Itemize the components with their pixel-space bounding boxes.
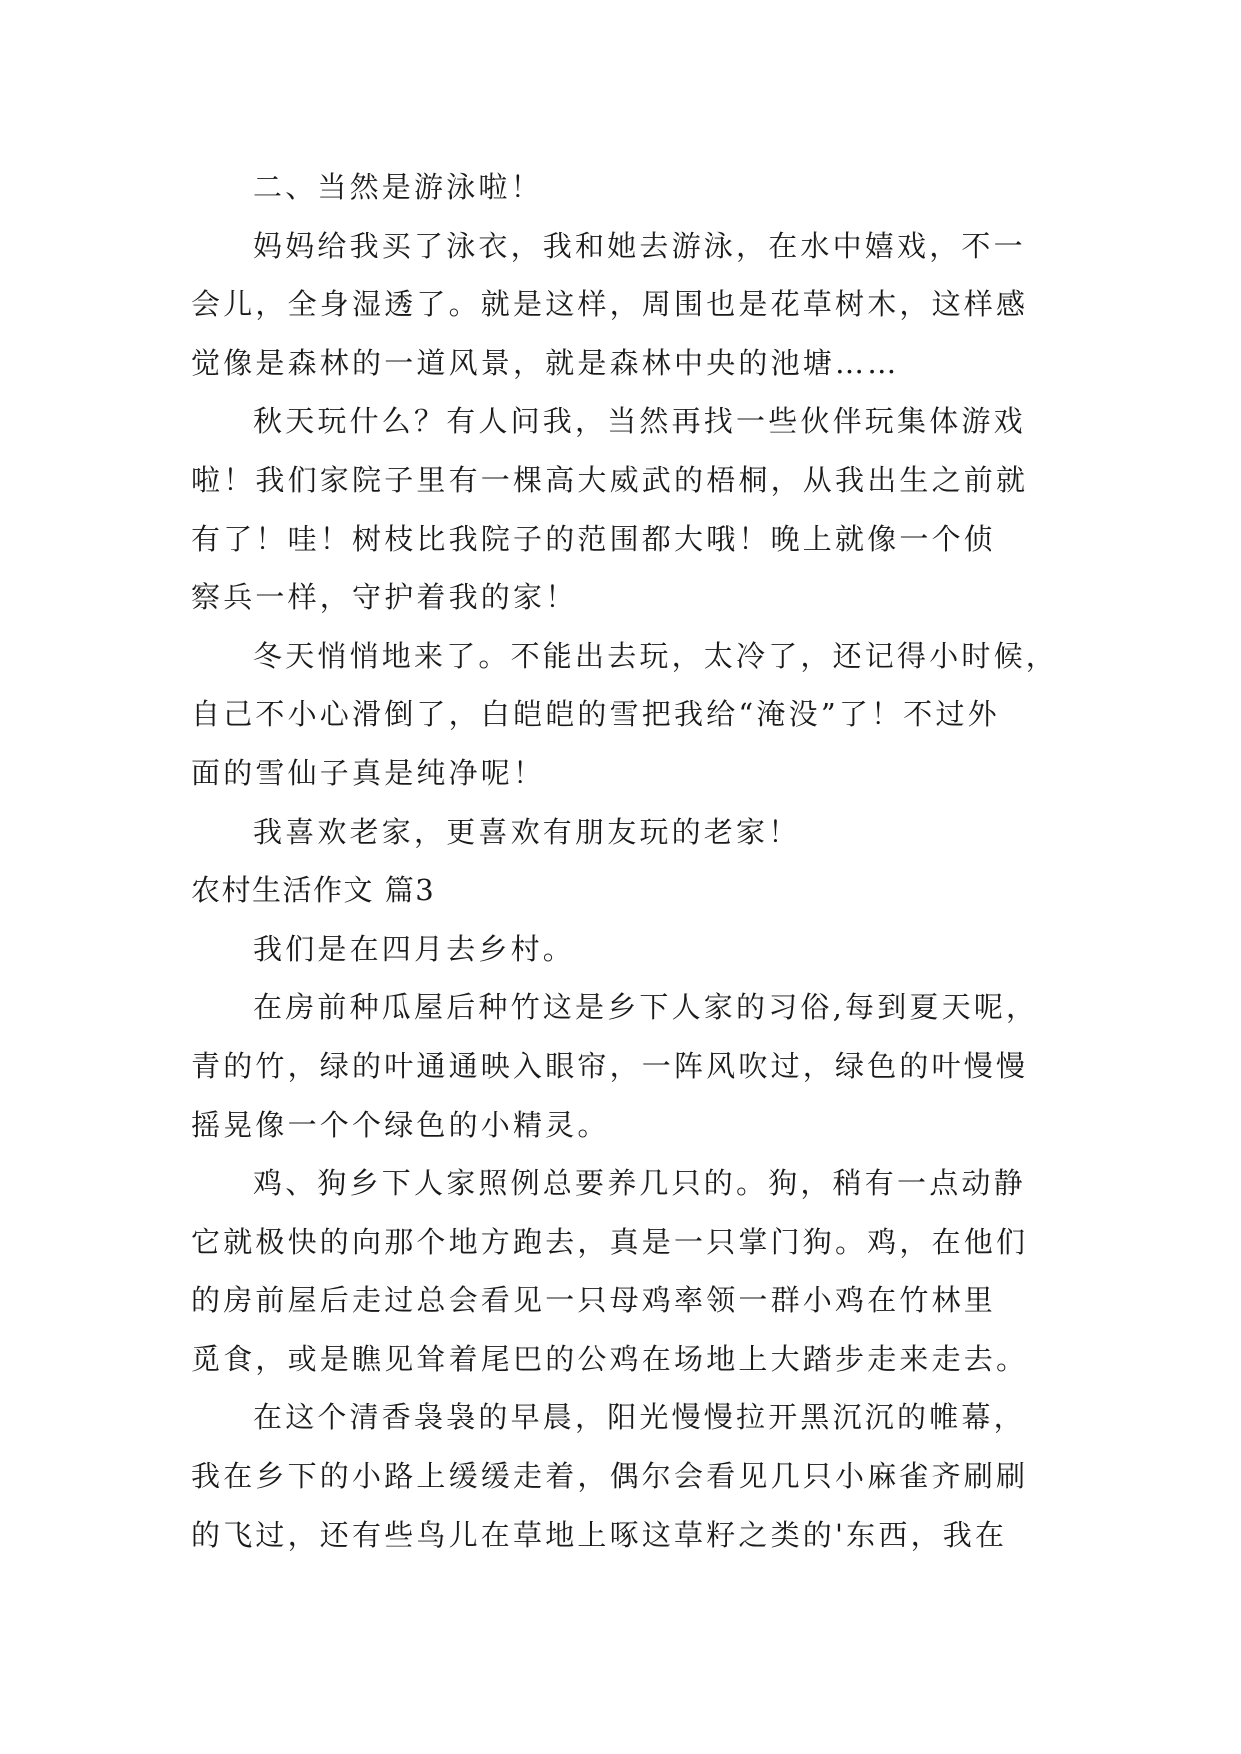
text-line: 在这个清香袅袅的早晨，阳光慢慢拉开黑沉沉的帷幕， (253, 1400, 1026, 1435)
text-line: 妈妈给我买了泳衣，我和她去游泳，在水中嬉戏，不一 (253, 228, 1026, 263)
text-line: 它就极快的向那个地方跑去，真是一只掌门狗。鸡，在他们 (191, 1224, 1029, 1259)
paragraph-autumn (191, 392, 1061, 626)
paragraph-swimming-title (191, 158, 1061, 217)
paragraph-swimming (191, 217, 1061, 393)
text-line: 我在乡下的小路上缓缓走着，偶尔会看见几只小麻雀齐刷刷 (191, 1459, 1029, 1494)
text-line: 会儿，全身湿透了。就是这样，周围也是花草树木，这样感 (191, 287, 1029, 322)
text-line: 面的雪仙子真是纯净呢！ (191, 755, 546, 790)
text-line: 青的竹，绿的叶通通映入眼帘，一阵风吹过，绿色的叶慢慢 (191, 1048, 1029, 1083)
text-line: 摇晃像一个个绿色的小精灵。 (191, 1107, 610, 1142)
text-line: 秋天玩什么？有人问我，当然再找一些伙伴玩集体游戏 (253, 404, 1026, 439)
text-line: 觅食，或是瞧见耸着尾巴的公鸡在场地上大踏步走来走去。 (191, 1341, 1029, 1376)
text-line: 冬天悄悄地来了。不能出去玩，太冷了，还记得小时候， (253, 638, 1059, 673)
paragraph-winter (191, 627, 1061, 803)
document-body (191, 158, 1061, 1564)
text-line: 啦！我们家院子里有一棵高大威武的梧桐，从我出生之前就 (191, 462, 1029, 497)
text-line: 察兵一样，守护着我的家！ (191, 580, 578, 615)
text-line: 的飞过，还有些鸟儿在草地上啄这草籽之类的'东西，我在 (191, 1517, 1008, 1552)
section-heading: 农村生活作文 篇3 (191, 873, 436, 908)
text-line: 二、当然是游泳啦！ (253, 170, 543, 204)
paragraph-conclusion (191, 803, 1061, 862)
paragraph-april (191, 920, 1061, 979)
text-line: 鸡、狗乡下人家照例总要养几只的。狗，稍有一点动静 (253, 1166, 1026, 1201)
text-line: 在房前种瓜屋后种竹这是乡下人家的习俗,每到夏天呢， (253, 990, 1039, 1025)
paragraph-chickens-dogs (191, 1154, 1061, 1388)
paragraph-morning (191, 1388, 1061, 1564)
text-line: 觉像是森林的一道风景，就是森林中央的池塘…… (191, 345, 900, 380)
text-line: 自己不小心滑倒了，白皑皑的雪把我给“淹没”了！不过外 (191, 697, 1000, 732)
text-line: 我们是在四月去乡村。 (253, 931, 576, 966)
text-line: 我喜欢老家，更喜欢有朋友玩的老家！ (253, 814, 801, 849)
text-line: 的房前屋后走过总会看见一只母鸡率领一群小鸡在竹林里 (191, 1283, 997, 1318)
text-line: 有了！哇！树枝比我院子的范围都大哦！晚上就像一个侦 (191, 521, 997, 556)
paragraph-bamboo (191, 978, 1061, 1154)
